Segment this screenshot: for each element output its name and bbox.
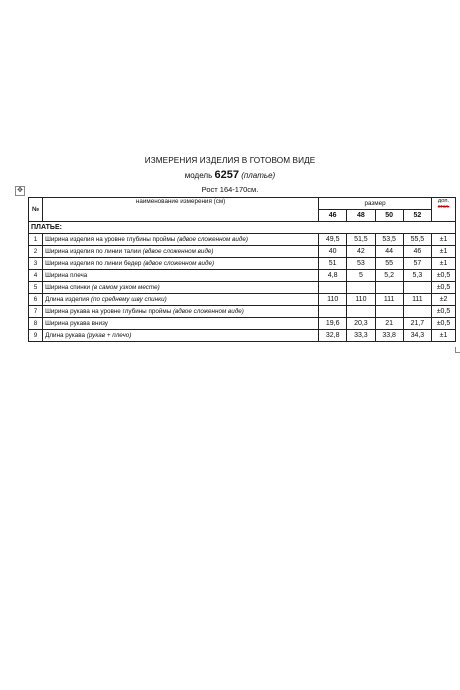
size-value-cell: 21 <box>375 318 403 330</box>
measurement-name-cell <box>43 330 319 342</box>
row-number: 8 <box>29 318 43 330</box>
table-row <box>29 294 456 306</box>
measurement-note: (вдвое сложенном виде) <box>142 248 214 255</box>
model-label: модель <box>184 171 213 180</box>
measurement-note: (вдвое сложенном виде) <box>177 236 248 243</box>
tolerance-cell: ±1 <box>432 246 456 258</box>
table-header-row-1 <box>29 198 456 210</box>
measurement-name-cell <box>43 258 319 270</box>
size-value-cell: 110 <box>319 294 347 306</box>
tolerance-cell: ±1 <box>432 330 456 342</box>
header-tolerance-line1: доп. <box>437 198 450 204</box>
section-title: ПЛАТЬЕ: <box>29 222 456 234</box>
size-value-cell: 34,3 <box>403 330 431 342</box>
measurement-name: Ширина рукава на уровне глубины проймы <box>45 308 172 315</box>
size-value-cell <box>347 306 375 318</box>
section-row <box>29 222 456 234</box>
measurement-note: (в самом узком месте) <box>91 284 160 291</box>
measurement-note: (по среднему шву спинки) <box>90 296 167 303</box>
size-value-cell: 40 <box>319 246 347 258</box>
size-value-cell: 19,6 <box>319 318 347 330</box>
measurement-note: (вдвое сложенном виде) <box>143 260 215 267</box>
row-number: 7 <box>29 306 43 318</box>
size-value-cell: 4,8 <box>319 270 347 282</box>
measurement-name: Длина рукава <box>45 332 86 339</box>
model-number: 6257 <box>214 169 239 181</box>
size-value-cell: 21,7 <box>403 318 431 330</box>
size-46: 46 <box>319 210 347 222</box>
tolerance-cell: ±1 <box>432 234 456 246</box>
table-row <box>29 258 456 270</box>
size-value-cell: 53 <box>347 258 375 270</box>
measurements-table <box>28 197 456 342</box>
size-value-cell <box>403 282 431 294</box>
table-row <box>29 306 456 318</box>
size-value-cell: 32,8 <box>319 330 347 342</box>
tolerance-cell: ±2 <box>432 294 456 306</box>
size-value-cell: 53,5 <box>375 234 403 246</box>
measurement-name: Ширина изделия по линии талии <box>45 248 141 255</box>
table-row <box>29 282 456 294</box>
table-resize-corner[interactable] <box>455 347 460 353</box>
height-range: Рост 164-170см. <box>201 185 259 194</box>
tolerance-cell: ±0,5 <box>432 282 456 294</box>
row-number: 4 <box>29 270 43 282</box>
measurement-name: Ширина плеча <box>45 272 88 279</box>
header-name: наименование измерения (см) <box>43 198 319 222</box>
measurement-name-cell <box>43 234 319 246</box>
measurement-note: (вдвое сложенном виде) <box>173 308 244 315</box>
size-value-cell <box>375 282 403 294</box>
table-row <box>29 318 456 330</box>
header-tolerance <box>432 198 456 222</box>
size-value-cell: 20,3 <box>347 318 375 330</box>
table-row <box>29 234 456 246</box>
size-value-cell: 111 <box>403 294 431 306</box>
measurement-name-cell <box>43 270 319 282</box>
document-title: ИЗМЕРЕНИЯ ИЗДЕЛИЯ В ГОТОВОМ ВИДЕ <box>144 156 316 165</box>
row-number: 9 <box>29 330 43 342</box>
header-tolerance-line2: откл. <box>437 204 450 210</box>
size-value-cell: 5,3 <box>403 270 431 282</box>
size-value-cell: 55 <box>375 258 403 270</box>
table-move-handle-icon[interactable]: ✥ <box>15 186 25 196</box>
measurement-name: Ширина рукава внизу <box>45 320 108 327</box>
row-number: 6 <box>29 294 43 306</box>
measurement-name-cell <box>43 306 319 318</box>
size-value-cell <box>319 282 347 294</box>
size-value-cell: 33,8 <box>375 330 403 342</box>
measurement-name: Длина изделия <box>45 296 90 303</box>
row-number: 2 <box>29 246 43 258</box>
row-number: 1 <box>29 234 43 246</box>
size-value-cell: 42 <box>347 246 375 258</box>
measurement-name: Ширина изделия по линии бедер <box>45 260 142 267</box>
size-52: 52 <box>403 210 431 222</box>
size-value-cell: 33,3 <box>347 330 375 342</box>
size-value-cell: 57 <box>403 258 431 270</box>
row-number: 5 <box>29 282 43 294</box>
measurement-name-cell <box>43 282 319 294</box>
tolerance-cell: ±0,5 <box>432 318 456 330</box>
measurement-note: (рукав + плечо) <box>86 332 132 339</box>
measurement-name: Ширина изделия на уровне глубины проймы <box>45 236 176 243</box>
size-48: 48 <box>347 210 375 222</box>
tolerance-cell: ±0,5 <box>432 306 456 318</box>
header-num: № <box>29 198 43 222</box>
size-value-cell: 5,2 <box>375 270 403 282</box>
size-value-cell: 46 <box>403 246 431 258</box>
row-number: 3 <box>29 258 43 270</box>
table-row <box>29 246 456 258</box>
size-value-cell <box>403 306 431 318</box>
model-type: (платье) <box>241 171 276 180</box>
size-value-cell: 49,5 <box>319 234 347 246</box>
size-value-cell <box>347 282 375 294</box>
size-value-cell: 111 <box>375 294 403 306</box>
size-50: 50 <box>375 210 403 222</box>
model-line <box>0 169 460 181</box>
tolerance-cell: ±0,5 <box>432 270 456 282</box>
size-value-cell: 55,5 <box>403 234 431 246</box>
header-size-label: размер <box>319 198 432 210</box>
table-row <box>29 330 456 342</box>
size-value-cell <box>375 306 403 318</box>
size-value-cell: 110 <box>347 294 375 306</box>
size-value-cell <box>319 306 347 318</box>
size-value-cell: 44 <box>375 246 403 258</box>
measurement-name-cell <box>43 294 319 306</box>
measurement-name: Ширина спинки <box>45 284 90 291</box>
size-value-cell: 51,5 <box>347 234 375 246</box>
tolerance-cell: ±1 <box>432 258 456 270</box>
measurement-name-cell <box>43 318 319 330</box>
size-value-cell: 5 <box>347 270 375 282</box>
size-value-cell: 51 <box>319 258 347 270</box>
measurement-name-cell <box>43 246 319 258</box>
table-row <box>29 270 456 282</box>
